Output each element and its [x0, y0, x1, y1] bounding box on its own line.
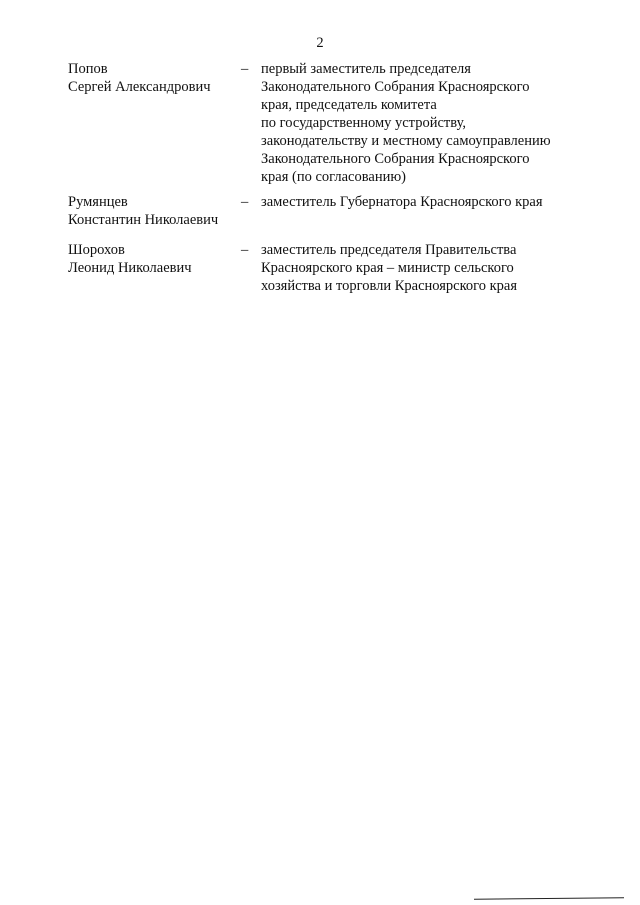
role-line: по государственному устройству, — [261, 115, 466, 131]
member-surname: Шорохов — [68, 242, 125, 258]
member-surname: Попов — [68, 61, 108, 77]
separator-dash: – — [241, 61, 249, 77]
member-name — [68, 60, 238, 96]
footer-rule — [474, 897, 624, 900]
member-name — [68, 193, 238, 229]
role-line: Законодательного Собрания Красноярского — [261, 151, 530, 167]
role-line: заместитель Губернатора Красноярского края — [261, 194, 543, 210]
member-surname: Румянцев — [68, 194, 128, 210]
role-line: заместитель председателя Правительства — [261, 242, 517, 258]
role-line: Красноярского края – министр сельского — [261, 260, 514, 276]
member-role — [261, 241, 591, 295]
role-line: Законодательного Собрания Красноярского — [261, 79, 530, 95]
member-role — [261, 60, 591, 186]
member-given-names: Константин Николаевич — [68, 212, 219, 228]
role-line: края (по согласованию) — [261, 169, 407, 185]
member-name — [68, 241, 238, 277]
role-line: хозяйства и торговли Красноярского края — [261, 278, 518, 294]
member-given-names: Сергей Александрович — [68, 79, 211, 95]
separator-dash: – — [241, 242, 249, 258]
member-role — [261, 193, 591, 211]
separator-dash: – — [241, 194, 249, 210]
page-number: 2 — [316, 35, 324, 51]
role-line: первый заместитель председателя — [261, 61, 471, 77]
role-line: края, председатель комитета — [261, 97, 437, 113]
role-line: законодательству и местному самоуправлению — [261, 133, 551, 149]
member-given-names: Леонид Николаевич — [68, 260, 192, 276]
